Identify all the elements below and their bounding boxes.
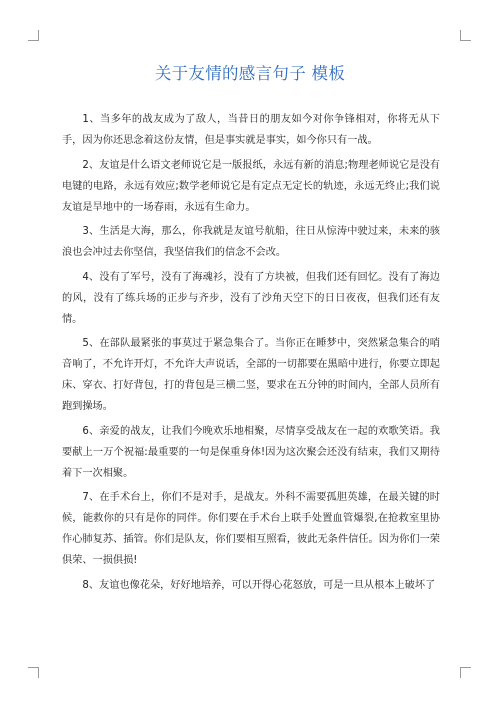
crop-mark-top-left — [28, 30, 39, 41]
paragraph-6: 6、亲爱的战友，让我们今晚欢乐地相聚，尽情享受战友在一起的欢歌笑语。我要献上一万个祝福:最重要的一句是保重身体!因为这次聚会还没有结束，我们又期待着下一次相聚。 — [62, 425, 440, 479]
document-title: 关于友情的感言句子 模板 — [154, 64, 346, 83]
paragraph-4: 4、没有了军号，没有了海魂衫，没有了方块被，但我们还有回忆。没有了海边的风，没有了练兵场的正步与齐步，没有了沙角天空下的日日夜夜，但我们还有友情。 — [62, 271, 440, 325]
crop-mark-bottom-right — [460, 667, 471, 678]
paragraph-7: 7、在手术台上，你们不是对手，是战友。外科不需要孤胆英雄，在最关键的时候，能救你的只有是你的同伴。你们要在手术台上联手处置血管爆裂,在抢救室里协作心肺复苏、插管。你们是队友，你们要相互照看，彼此无条件信任。因为你们一荣俱荣、一损俱损! — [62, 492, 440, 566]
paragraph-3: 3、生活是大海，那么，你我就是友谊号航船，往日从惊涛中驶过来，未来的骇浪也会冲过去你坚信，我坚信我们的信念不会改。 — [62, 226, 440, 258]
crop-mark-bottom-left — [28, 667, 39, 678]
paragraph-2: 2、友谊是什么语文老师说它是一版报纸，永远有新的消息;物理老师说它是没有电键的电路，永远有效应;数学老师说它是有定点无定长的轨迹，永远无终止;我们说友谊是旱地中的一场春雨，永远有生命力。 — [62, 159, 440, 213]
document-body — [62, 109, 440, 599]
paragraph-5: 5、在部队最紧张的事莫过于紧急集合了。当你正在睡梦中，突然紧急集合的哨音响了，不允许开灯，不允许大声说话，全部的一切都要在黑暗中进行，你要立即起床、穿衣、打好背包，打的背包是三横二竖，要求在五分钟的时间内，全部人员所有跑到操场。 — [62, 338, 440, 412]
crop-mark-top-right — [460, 30, 471, 41]
paragraph-1: 1、当多年的战友成为了敌人，当昔日的朋友如今对你争锋相对，你将无从下手，因为你还思念着这份友情，但是事实就是事实，如今你只有一战。 — [62, 114, 440, 146]
paragraph-8: 8、友谊也像花朵，好好地培养，可以开得心花怒放，可是一旦从根本上破坏了 — [82, 579, 436, 591]
